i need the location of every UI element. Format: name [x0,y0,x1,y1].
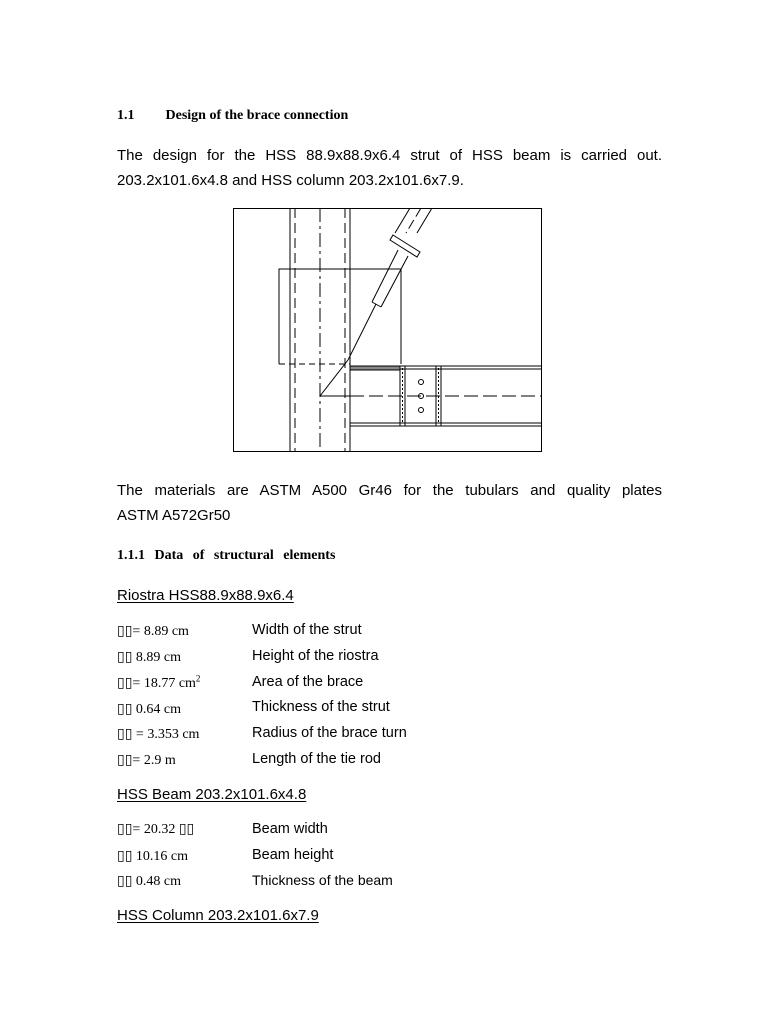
brace-desc-area: Area of the brace [252,674,364,690]
gusset-edge [320,360,348,396]
brace-symbol-area: ▯▯= 18.77 $cm^2$ [117,673,201,691]
subsection-title: Data of structural elements [154,548,336,563]
subsection-number: 1.1.1 [117,548,145,563]
tab-end [372,302,381,307]
tab-edge-right [381,256,408,307]
brace-symbol-width: ▯▯= 8.89 cm [117,624,189,639]
beam-symbol-width: ▯▯= 20.32 ▯▯ [117,822,195,837]
tab-edge-left [372,250,398,302]
intro-line-1: The design for the HSS 88.9x88.9x6.4 strut of HSS beam is carried out. [117,147,662,164]
section-title: Design of the brace connection [165,108,349,123]
gusset-plate [279,269,401,364]
brace-wall-left [395,208,410,233]
brace-symbol-length: ▯▯= 2.9 m [117,753,176,768]
brace-symbol-height: ▯▯ 8.89 cm [117,650,182,665]
brace-symbol-thickness: ▯▯ 0.64 cm [117,702,182,717]
brace-desc-length: Length of the tie rod [252,751,381,767]
beam-symbol-thickness: ▯▯ 0.48 cm [117,874,182,889]
brace-line-of-action [348,304,376,360]
brace-end-cap [390,235,420,257]
materials-line-1: The materials are ASTM A500 Gr46 for the tubulars and quality plates [117,482,662,499]
brace-desc-width: Width of the strut [252,622,362,638]
subsection-heading [117,548,335,564]
beam-desc-height: Beam height [252,847,334,863]
bolt-1 [419,380,424,385]
brace-desc-thickness: Thickness of the strut [252,699,390,715]
bolt-3 [419,408,424,413]
beam-desc-width: Beam width [252,821,328,837]
drawing-frame [234,209,542,452]
column-heading: HSS Column 203.2x101.6x7.9 [117,907,319,924]
beam-heading: HSS Beam 203.2x101.6x4.8 [117,786,307,803]
brace-connection-drawing [233,208,543,453]
beam-symbol-height: ▯▯ 10.16 cm [117,849,189,864]
weld-bead-top [350,366,400,370]
brace-desc-height: Height of the riostra [252,648,379,664]
materials-line-2: ASTM A572Gr50 [117,507,231,524]
brace-symbol-radius: ▯▯ = 3.353 cm [117,727,200,742]
intro-line-2: 203.2x101.6x4.8 and HSS column 203.2x101.6x7.9. [117,172,464,189]
section-heading [117,108,348,124]
brace-heading: Riostra HSS88.9x88.9x6.4 [117,587,294,604]
section-number: 1.1 [117,108,135,123]
beam-desc-thickness: Thickness of the beam [252,872,393,888]
brace-desc-radius: Radius of the brace turn [252,725,407,741]
